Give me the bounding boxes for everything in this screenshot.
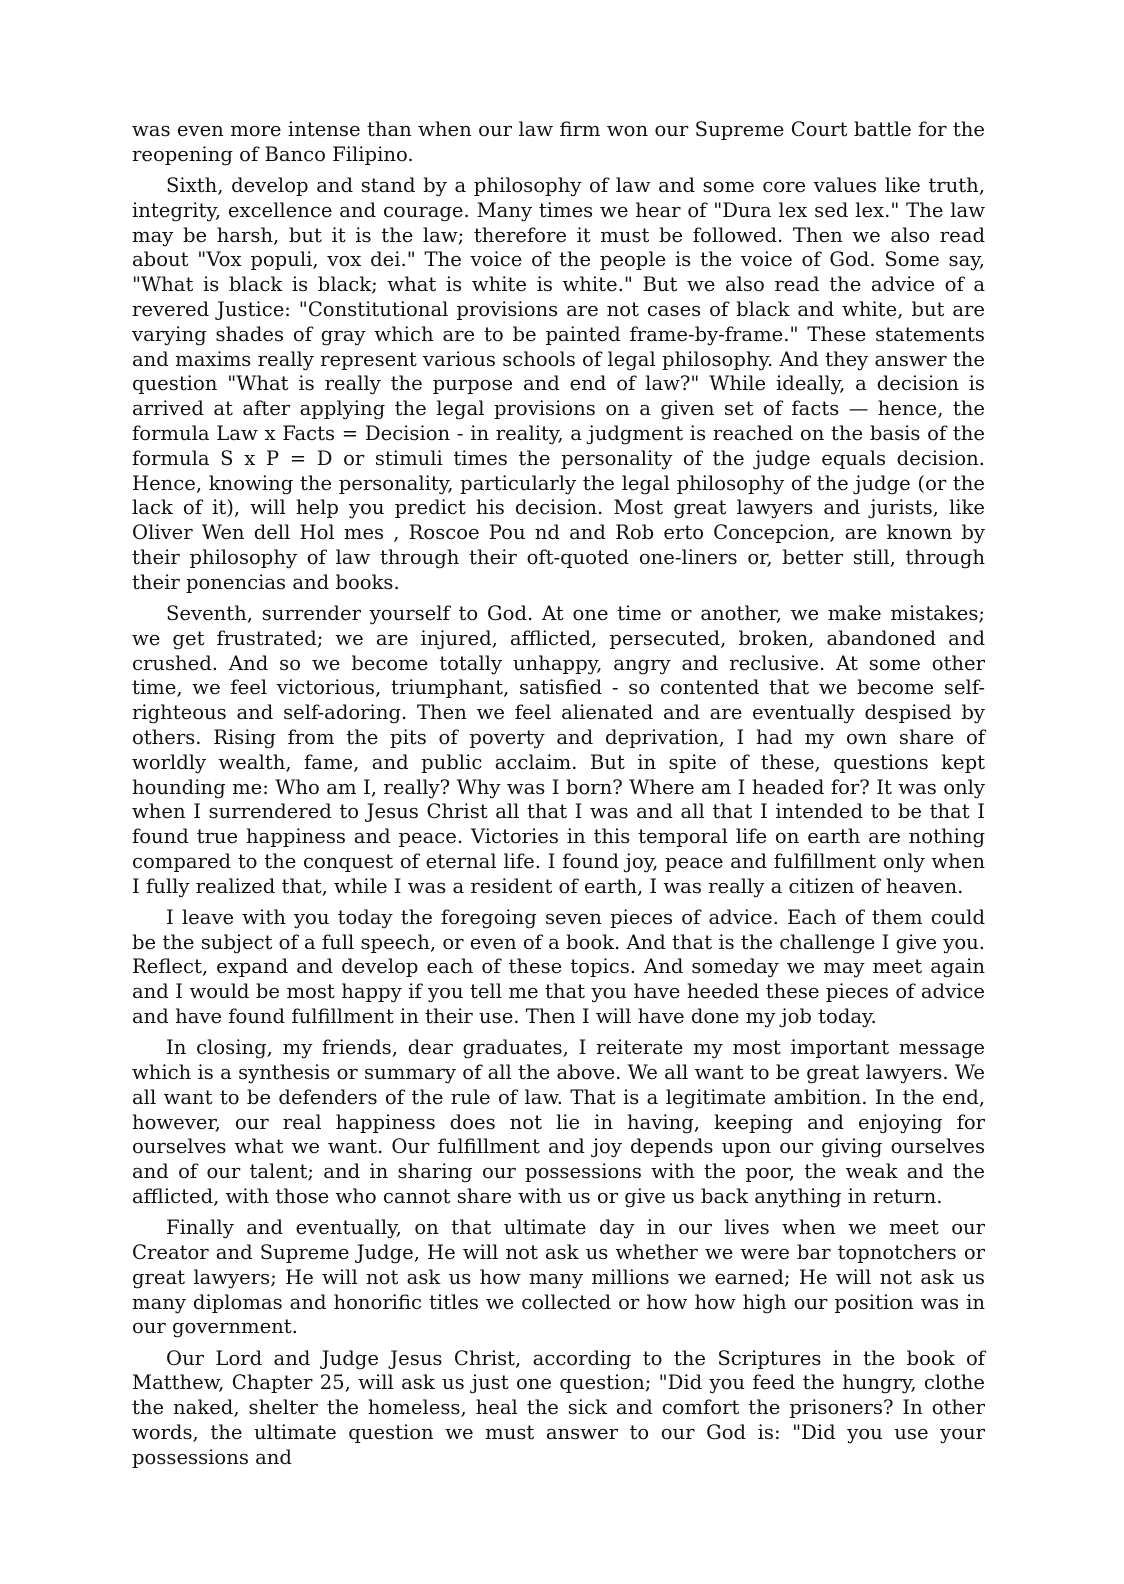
paragraph-closing: In closing, my friends, dear graduates, I reiterate my most important message which is a synthesis or summary of all the above. We all want to be great lawyers. We all want to be defenders of the rule of law. That is a legitimate ambition. In the end, however, our real happiness does not lie in having, keeping and enjoying for ourselves what we want. Our fulfillment and joy depends upon our giving ourselves and of our talent; and in sharing our possessions with the poor, the weak and the afflicted, with those who cannot share with us or give us back anything in return. (132, 1036, 985, 1209)
paragraph-lord-and-judge: Our Lord and Judge Jesus Christ, according to the Scriptures in the book of Matthew, Chapter 25, will ask us just one question; "Did you feed the hungry, clothe the naked, shelter the homeless, heal the sick and comfort the prisoners? In other words, the ultimate question we must answer to our God is: "Did you use your possessions and (132, 1346, 985, 1469)
paragraph-sixth-advice: Sixth, develop and stand by a philosophy of law and some core values like truth, integrity, excellence and courage. Many times we hear of "Dura lex sed lex." The law may be harsh, but it is the law; therefore it must be followed. Then we also read about "Vox populi, vox dei." The voice of the people is the voice of God. Some say, "What is black is black; what is white is white." But we also read the advice of a revered Justice: "Constitutional provisions are not cases of black and white, but are varying shades of gray which are to be painted frame-by-frame." These statements and maxims really represent various schools of legal philosophy. And they answer the question "What is really the purpose and end of law?" While ideally, a decision is arrived at after applying the legal provisions on a given set of facts — hence, the formula Law x Facts = Decision - in reality, a judgment is reached on the basis of the formula S x P = D or stimuli times the personality of the judge equals decision. Hence, knowing the personality, particularly the legal philosophy of the judge (or the lack of it), will help you predict his decision. Most great lawyers and jurists, like Oliver Wen dell Hol mes , Roscoe Pou nd and Rob erto Concepcion, are known by their philosophy of law through their oft-quoted one-liners or, better still, through their ponencias and books. (132, 173, 985, 594)
paragraph-seventh-advice: Seventh, surrender yourself to God. At one time or another, we make mistakes; we get frustrated; we are injured, afflicted, persecuted, broken, abandoned and crushed. And so we become totally unhappy, angry and reclusive. At some other time, we feel victorious, triumphant, satisfied - so contented that we become self-righteous and self-adoring. Then we feel alienated and are eventually despised by others. Rising from the pits of poverty and deprivation, I had my own share of worldly wealth, fame, and public acclaim. But in spite of these, questions kept hounding me: Who am I, really? Why was I born? Where am I headed for? It was only when I surrendered to Jesus Christ all that I was and all that I intended to be that I found true happiness and peace. Victories in this temporal life on earth are nothing compared to the conquest of eternal life. I found joy, peace and fulfillment only when I fully realized that, while I was a resident of earth, I was really a citizen of heaven. (132, 601, 985, 898)
paragraph-leave-advice: I leave with you today the foregoing seven pieces of advice. Each of them could be the subject of a full speech, or even of a book. And that is the challenge I give you. Reflect, expand and develop each of these topics. And someday we may meet again and I would be most happy if you tell me that you have heeded these pieces of advice and have found fulfillment in their use. Then I will have done my job today. (132, 905, 985, 1029)
document-page (132, 118, 985, 1477)
paragraph-continuation: was even more intense than when our law firm won our Supreme Court battle for the reopening of Banco Filipino. (132, 118, 985, 166)
paragraph-finally: Finally and eventually, on that ultimate day in our lives when we meet our Creator and Supreme Judge, He will not ask us whether we were bar topnotchers or great lawyers; He will not ask us how many millions we earned; He will not ask us many diplomas and honorific titles we collected or how how high our position was in our government. (132, 1216, 985, 1339)
